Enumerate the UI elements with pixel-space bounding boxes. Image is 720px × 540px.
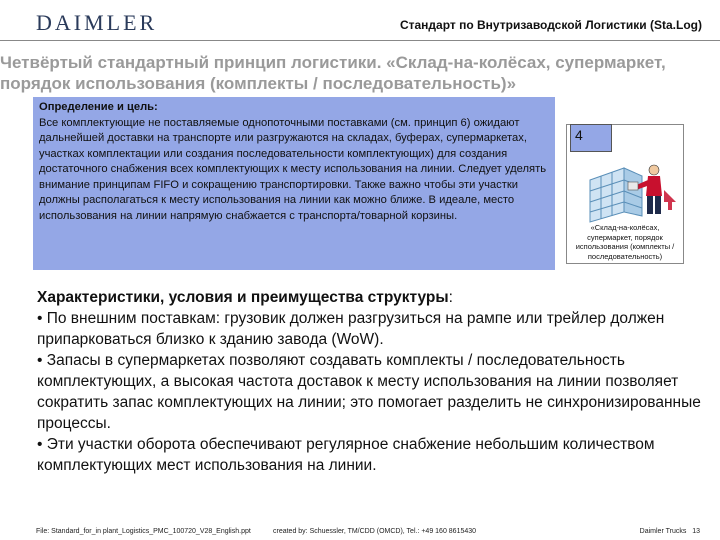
page-number: 13 [692,528,700,535]
slide-title: Четвёртый стандартный принцип логистики. «Склад-на-колёсах, супермаркет, порядок использования (комплекты / последовательность)» [0,53,666,93]
footer-file-name: File: Standard_for_in plant_Logistics_PMC_100720_V28_English.ppt [36,528,251,535]
footer-created-by: created by: Schuessler, TM/CDD (OMCD), Tel.: +49 160 8615430 [273,528,477,535]
definition-box [33,97,555,270]
definition-heading: Определение и цель: [39,101,158,113]
characteristics-bullet: • По внешним поставкам: грузовик должен разгрузиться на рампе или трейлер должен припарковаться близко к зданию завода (WoW). [37,310,665,348]
characteristics-bullet: • Эти участки оборота обеспечивают регулярное снабжение небольшим количеством комплектующих мест использования на линии. [37,436,655,474]
daimler-logo: DAIMLER [36,10,158,35]
footer-brand: Daimler Trucks [639,528,687,535]
principle-card-caption: «Склад-на-колёсах, супермаркет, порядок использования (комплекты / последовательность) [575,223,675,261]
warehouse-supermarket-icon [584,150,680,224]
characteristics-title-suffix: : [448,289,453,306]
principle-number-badge: 4 [570,124,612,152]
characteristics-title: Характеристики, условия и преимущества структуры [37,289,449,306]
characteristics-bullet: • Запасы в супермаркетах позволяют создавать комплекты / последовательность комплектующих, а высокая частота доставок к месту использования на линии позволяет сократить запас комплектующих на линии; это помогает разделить не синхронизированные процессы. [37,352,701,432]
characteristics-section [37,287,707,476]
document-header-title: Стандарт по Внутризаводской Логистики (Sta.Log) [399,18,702,32]
header-divider [0,40,720,41]
footer-brand-page [640,528,700,535]
definition-body: Все комплектующие не поставляемые однопоточными поставками (см. принцип 6) ожидают дальнейшей доставки на транспорте или разгружаются на складах, буферах, супермаркетах, участках комплектации или создания последовательности комплектующих) для создания достаточного снабжения всех комплектующих к месту использования на линии. Следует уделять внимание принципам FIFO и сокращению транспортировки. Также важно чтобы эти участки должны располагаться к месту использования на линии как можно ближе. В идеале, место использования на линии напрямую снабжается с транспорта/товарной корзины. [39,116,547,222]
